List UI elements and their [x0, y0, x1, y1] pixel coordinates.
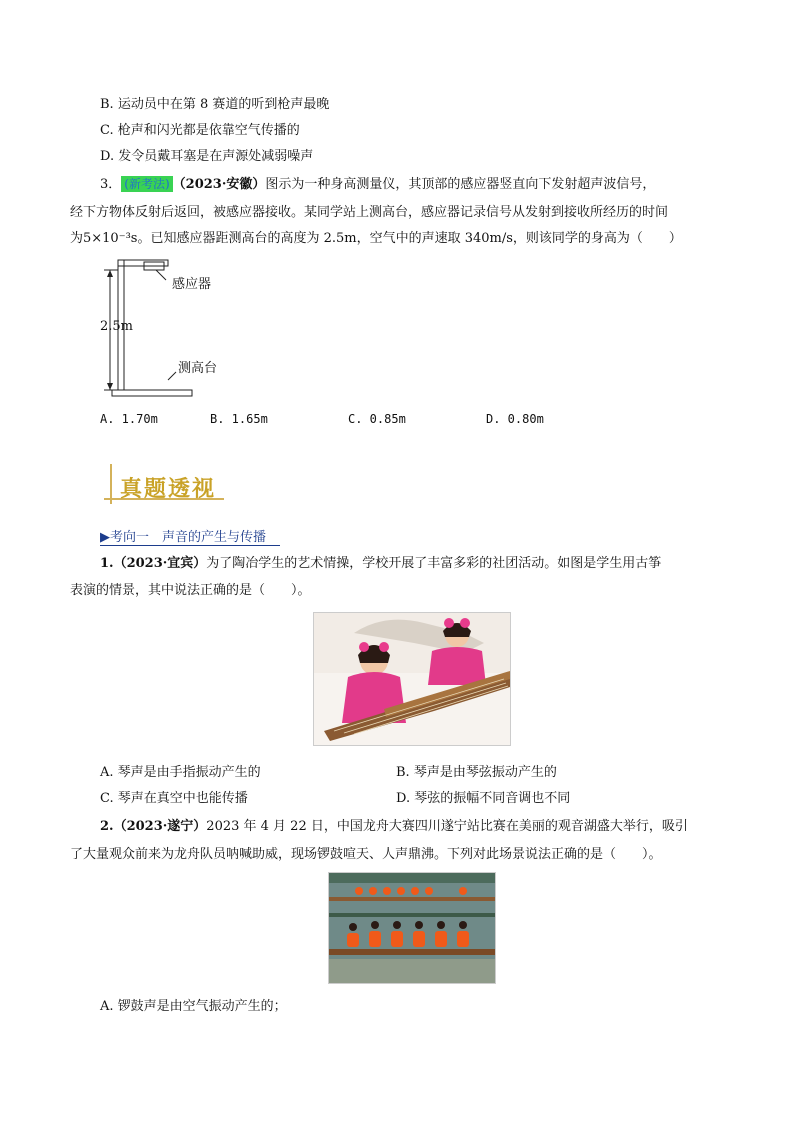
triangle-marker-icon: ▶ [100, 530, 110, 545]
q2-first-line [100, 818, 688, 836]
q3-option-b: B. 1.65m [210, 412, 268, 426]
sensor-label: 感应器 [172, 277, 212, 292]
q1-source: （2023·宜宾） [113, 556, 207, 571]
q2-number: 2. [100, 819, 114, 834]
q3-source: （2023·安徽） [172, 177, 266, 192]
q3-option-c: C. 0.85m [348, 412, 406, 426]
new-exam-tag: (新考法) [121, 176, 172, 192]
q1-text-1: 为了陶冶学生的艺术情操，学校开展了丰富多彩的社团活动。如图是学生用古筝 [206, 556, 662, 571]
q3-number: 3． [100, 177, 122, 192]
q3-text-2: 经下方物体反射后返回，被感应器接收。某同学站上测高台，感应器记录信号从发射到接收所经历的时间 [70, 205, 669, 220]
subsection-heading [100, 526, 266, 545]
q3-text-3: 为5×10⁻³s。已知感应器距测高台的高度为 2.5m，空气中的声速取 340m/s，则该同学的身高为（ ） [70, 231, 682, 246]
subsection-heading-text: 考向一 声音的产生与传播 [110, 530, 267, 545]
platform-label: 测高台 [178, 361, 218, 376]
q1-text-2: 表演的情景，其中说法正确的是（ ）。 [70, 583, 311, 598]
option-d-prev: D. 发令员戴耳塞是在声源处减弱噪声 [100, 149, 314, 164]
q3-text-1: 图示为一种身高测量仪，其顶部的感应器竖直向下发射超声波信号， [265, 177, 656, 192]
dragon-boat-race-photo [328, 872, 496, 984]
subsection-underline [100, 545, 280, 546]
q1-first-line [100, 555, 661, 573]
q1-number: 1. [100, 556, 114, 571]
height-label: 2.5m [100, 319, 134, 334]
option-c-prev: C. 枪声和闪光都是依靠空气传播的 [100, 123, 300, 138]
q2-option-a: A. 锣鼓声是由空气振动产生的； [100, 999, 287, 1014]
q1-option-a: A. 琴声是由手指振动产生的 [100, 765, 261, 780]
q2-source: （2023·遂宁） [113, 819, 207, 834]
q2-text-2: 了大量观众前来为龙舟队员呐喊助威，现场锣鼓喧天、人声鼎沸。下列对此场景说法正确的是（ ）。 [70, 847, 662, 862]
option-b-prev: B. 运动员中在第 8 赛道的听到枪声最晚 [100, 97, 330, 112]
q2-text-1: 2023 年 4 月 22 日，中国龙舟大赛四川遂宁站比赛在美丽的观音湖盛大举行，吸引 [206, 819, 688, 834]
q3-option-d: D. 0.80m [486, 412, 544, 426]
q1-option-b: B. 琴声是由琴弦振动产生的 [396, 765, 557, 780]
q3-option-a: A. 1.70m [100, 412, 158, 426]
q1-option-c: C. 琴声在真空中也能传播 [100, 791, 248, 806]
q3-first-line [100, 176, 655, 194]
section-title: 真题透视 [120, 477, 217, 502]
guzheng-performance-photo [313, 612, 511, 746]
q1-option-d: D. 琴弦的振幅不同音调也不同 [396, 791, 571, 806]
